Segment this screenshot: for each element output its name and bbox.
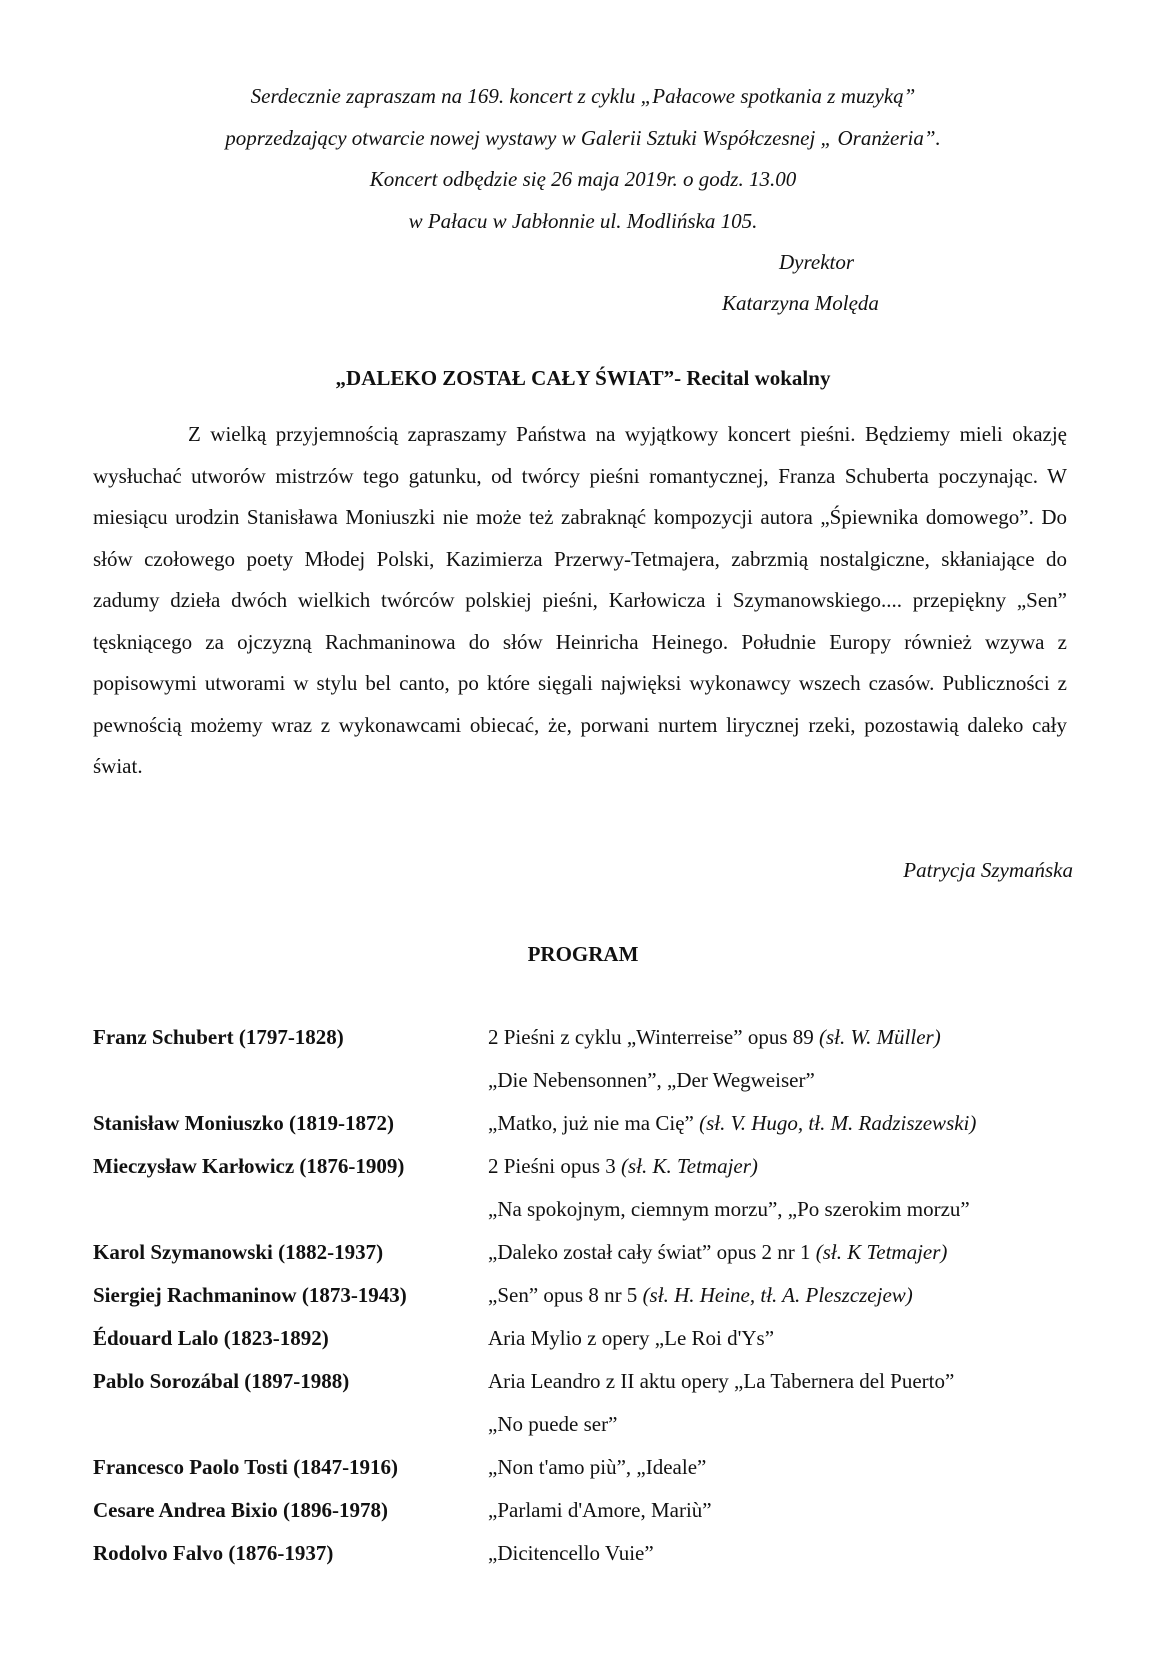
work-title xyxy=(488,1455,706,1480)
recital-title: „DALEKO ZOSTAŁ CAŁY ŚWIAT”- Recital wokalny xyxy=(335,366,831,390)
program-row xyxy=(93,1455,1093,1498)
invitation-line: w Pałacu w Jabłonnie ul. Modlińska 105. xyxy=(408,208,758,233)
work-title xyxy=(488,1068,815,1093)
work-note: (sł. V. Hugo, tł. M. Radziszewski) xyxy=(699,1111,977,1135)
work-text: „Matko, już nie ma Cię” xyxy=(488,1111,700,1135)
program-row xyxy=(93,1154,1093,1197)
work-title xyxy=(488,1111,976,1136)
work-text: „Na spokojnym, ciemnym morzu”, „Po szerokim morzu” xyxy=(488,1197,970,1221)
program-row xyxy=(93,1240,1093,1283)
work-note: (sł. K Tetmajer) xyxy=(815,1240,948,1264)
work-text: „Die Nebensonnen”, „Der Wegweiser” xyxy=(488,1068,815,1092)
work-title xyxy=(488,1326,774,1351)
composer-name: Franz Schubert (1797-1828) xyxy=(93,1025,344,1049)
work-note: (sł. K. Tetmajer) xyxy=(621,1154,758,1178)
work-title xyxy=(488,1369,954,1394)
work-title xyxy=(488,1240,947,1265)
work-title xyxy=(488,1025,941,1050)
work-title xyxy=(488,1412,617,1437)
program-title: PROGRAM xyxy=(527,942,639,966)
program-row xyxy=(93,1326,1093,1369)
director-name: Katarzyna Molęda xyxy=(722,291,879,315)
composer-name: Karol Szymanowski (1882-1937) xyxy=(93,1240,384,1264)
work-title xyxy=(488,1498,712,1523)
work-text: „Sen” opus 8 nr 5 xyxy=(488,1283,643,1307)
program-list xyxy=(93,1025,1093,1584)
work-title xyxy=(488,1154,758,1179)
work-text: „Non t'amo più”, „Ideale” xyxy=(488,1455,707,1479)
composer-name: Édouard Lalo (1823-1892) xyxy=(93,1326,329,1350)
work-note: (sł. W. Müller) xyxy=(819,1025,941,1049)
director-title: Dyrektor xyxy=(779,250,855,274)
composer-name: Francesco Paolo Tosti (1847-1916) xyxy=(93,1455,399,1479)
work-note: (sł. H. Heine, tł. A. Pleszczejew) xyxy=(642,1283,913,1307)
work-text: 2 Pieśni opus 3 xyxy=(488,1154,622,1178)
program-row xyxy=(93,1111,1093,1154)
program-row xyxy=(93,1283,1093,1326)
recital-body-text: Z wielką przyjemnością zapraszamy Państwa na wyjątkowy koncert pieśni. Będziemy mieli okazję wysłuchać utworów mistrzów tego gatunku, od twórcy pieśni romantycznej, Franza Schuberta poczynając. W miesiącu urodzin Stanisława Moniuszki nie może też zabraknąć kompozycji autora „Śpiewnika domowego”. Do słów czołowego poety Młodej Polski, Kazimierza Przerwy-Tetmajera, zabrzmią nostalgiczne, skłaniające do zadumy dzieła dwóch wielkich twórców polskiej pieśni, Karłowicza i Szymanowskiego.... przepiękny „Sen” tęskniącego za ojczyzną Rachmaninowa do słów Heinricha Heinego. Południe Europy również wzywa z popisowymi utworami w stylu bel canto, po które sięgali najwięksi wykonawcy wszech czasów. Publiczności z pewnością możemy wraz z wykonawcami obiecać, że, porwani nurtem lirycznej rzeki, pozostawią daleko cały świat. xyxy=(93,422,1067,778)
invitation-line: Serdecznie zapraszam na 169. koncert z cyklu „Pałacowe spotkania z muzyką” xyxy=(250,84,916,108)
program-row xyxy=(93,1412,1093,1455)
program-row xyxy=(93,1541,1093,1584)
work-text: „No puede ser” xyxy=(488,1412,618,1436)
work-text: Aria Leandro z II aktu opery „La Tabernera del Puerto” xyxy=(488,1369,955,1393)
work-title xyxy=(488,1541,654,1566)
program-row xyxy=(93,1498,1093,1541)
program-row xyxy=(93,1197,1093,1240)
recital-description xyxy=(93,414,1067,788)
composer-name: Stanisław Moniuszko (1819-1872) xyxy=(93,1111,395,1135)
work-text: Aria Mylio z opery „Le Roi d'Ys” xyxy=(488,1326,775,1350)
work-text: „Daleko został cały świat” opus 2 nr 1 xyxy=(488,1240,816,1264)
composer-name: Rodolvo Falvo (1876-1937) xyxy=(93,1541,334,1565)
work-text: „Parlami d'Amore, Mariù” xyxy=(488,1498,712,1522)
invitation-line: Koncert odbędzie się 26 maja 2019r. o godz. 13.00 xyxy=(369,167,797,191)
invitation-block xyxy=(0,76,1166,242)
signature: Patrycja Szymańska xyxy=(903,858,1073,882)
composer-name: Pablo Sorozábal (1897-1988) xyxy=(93,1369,350,1393)
composer-name: Siergiej Rachmaninow (1873-1943) xyxy=(93,1283,407,1307)
program-row xyxy=(93,1068,1093,1111)
composer-name: Cesare Andrea Bixio (1896-1978) xyxy=(93,1498,388,1522)
work-text: „Dicitencello Vuie” xyxy=(488,1541,654,1565)
program-row xyxy=(93,1369,1093,1412)
work-title xyxy=(488,1197,970,1222)
program-row xyxy=(93,1025,1093,1068)
work-text: 2 Pieśni z cyklu „Winterreise” opus 89 xyxy=(488,1025,819,1049)
invitation-line: poprzedzający otwarcie nowej wystawy w Galerii Sztuki Współczesnej „ Oranżeria”. xyxy=(225,125,941,150)
composer-name: Mieczysław Karłowicz (1876-1909) xyxy=(93,1154,405,1178)
work-title xyxy=(488,1283,913,1308)
